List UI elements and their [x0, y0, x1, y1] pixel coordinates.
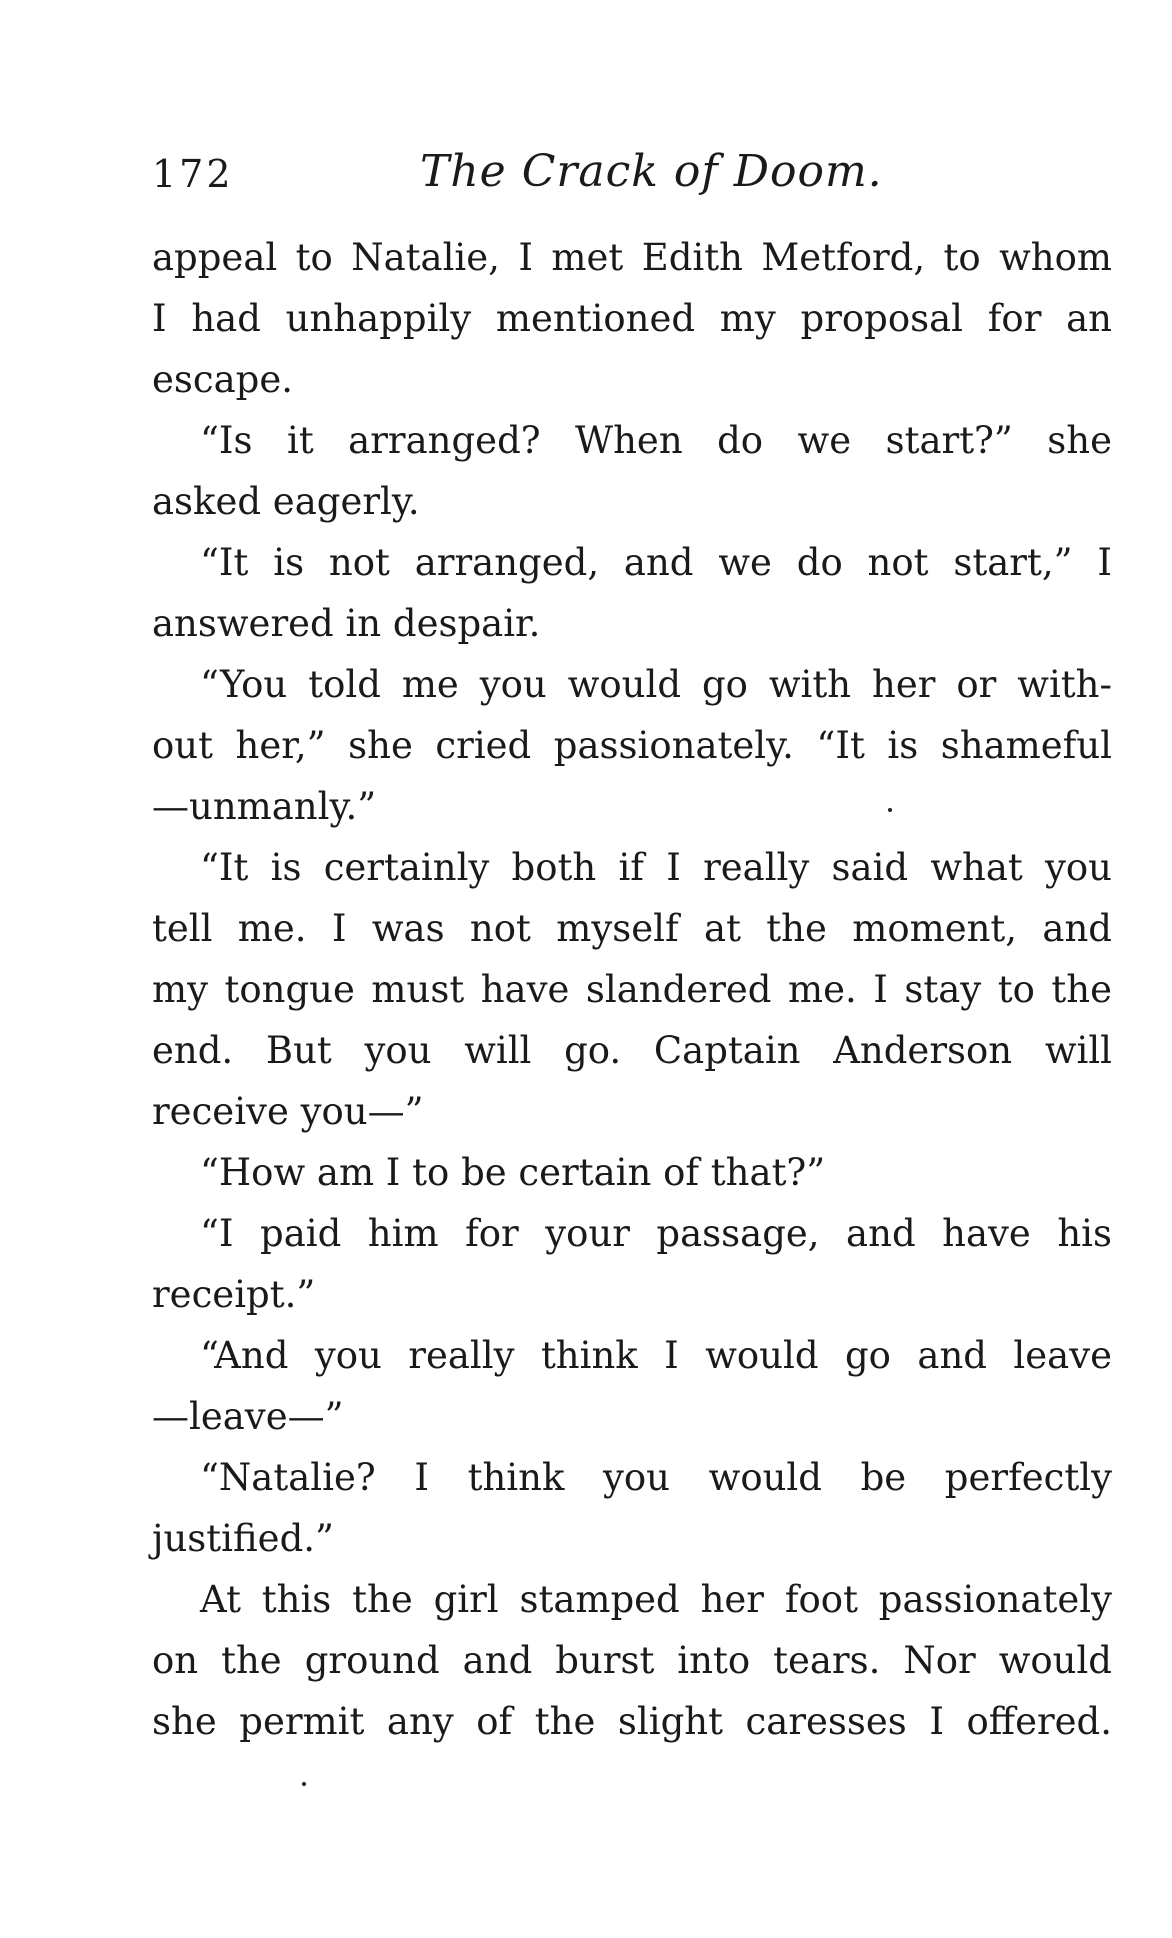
text-line: “Is it arranged? When do we start?” she	[200, 419, 1112, 462]
text-line: At this the girl stamped her foot passionately	[200, 1578, 1112, 1621]
text-line: appeal to Natalie, I met Edith Metford, to whom	[152, 236, 1112, 279]
print-speck	[888, 808, 892, 812]
text-line: on the ground and burst into tears. Nor would	[152, 1639, 1112, 1682]
text-line: “I paid him for your passage, and have his	[200, 1212, 1112, 1255]
text-line: justified.”	[152, 1517, 334, 1560]
text-line: “How am I to be certain of that?”	[200, 1151, 826, 1194]
text-line: end. But you will go. Captain Anderson will	[152, 1029, 1112, 1072]
text-line: my tongue must have slandered me. I stay to the	[152, 968, 1112, 1011]
text-line: she permit any of the slight caresses I offered.	[152, 1700, 1112, 1743]
text-line: —unmanly.”	[152, 785, 377, 828]
text-line: receive you—”	[152, 1090, 424, 1133]
text-line: out her,” she cried passionately. “It is shameful	[152, 724, 1112, 767]
text-line: escape.	[152, 358, 294, 401]
text-line: “And you really think I would go and leave	[200, 1334, 1112, 1377]
text-line: answered in despair.	[152, 602, 541, 645]
text-line: “It is certainly both if I really said what you	[200, 846, 1112, 889]
running-title: The Crack of Doom.	[420, 146, 883, 197]
text-line: I had unhappily mentioned my proposal for an	[152, 297, 1112, 340]
text-line: “You told me you would go with her or with-	[200, 663, 1112, 706]
print-speck	[302, 1782, 306, 1786]
page-number: 172	[152, 152, 234, 196]
text-line: “Natalie? I think you would be perfectly	[200, 1456, 1112, 1499]
page-header	[152, 146, 1112, 212]
text-line: —leave—”	[152, 1395, 344, 1438]
text-line: receipt.”	[152, 1273, 316, 1316]
text-line: tell me. I was not myself at the moment, and	[152, 907, 1112, 950]
body-text	[152, 227, 1112, 1752]
text-line: “It is not arranged, and we do not start,” I	[200, 541, 1112, 584]
text-line: asked eagerly.	[152, 480, 420, 523]
